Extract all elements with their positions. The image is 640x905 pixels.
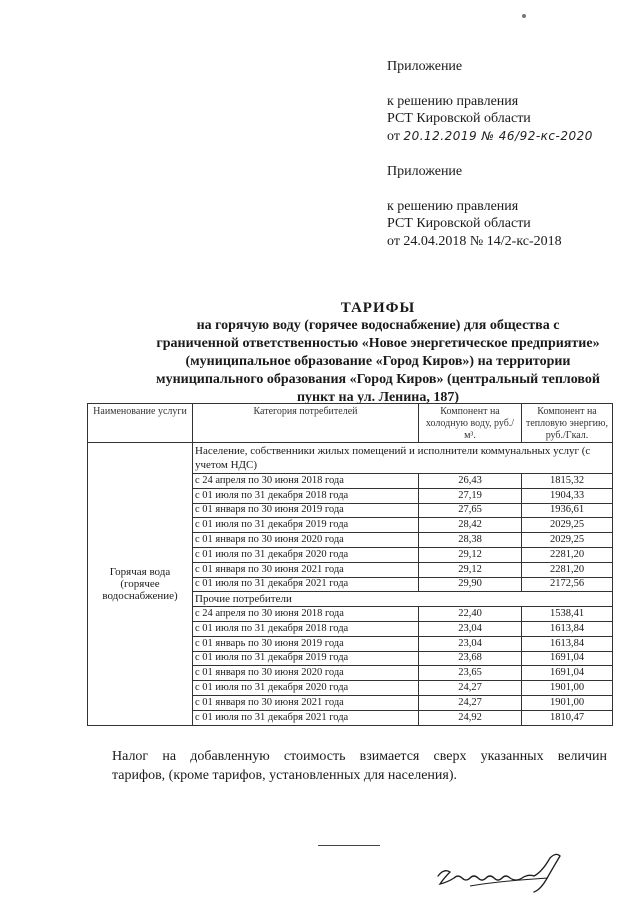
signature [430,848,580,898]
header-cold: Компонент на холодную воду, руб./м³. [419,404,522,443]
tax-note [112,747,607,785]
title-main: ТАРИФЫ [340,300,416,316]
approval-current-prefix: от [387,128,400,144]
period-cell: с 01 июля по 31 декабря 2021 года [193,577,419,592]
cold-cell: 24,27 [419,695,522,710]
cold-cell: 23,65 [419,666,522,681]
tariff-table [87,403,613,726]
heat-cell: 1538,41 [522,607,613,622]
cold-cell: 27,19 [419,488,522,503]
period-cell: с 01 июля по 31 декабря 2021 года [193,710,419,725]
approval-current-line4 [387,128,593,146]
period-cell: с 01 января по 30 июня 2020 года [193,666,419,681]
cold-cell: 23,04 [419,636,522,651]
cold-cell: 23,68 [419,651,522,666]
heat-cell: 2281,20 [522,547,613,562]
cold-cell: 26,43 [419,474,522,489]
document-title [118,299,638,407]
cold-cell: 24,27 [419,681,522,696]
cold-cell: 23,04 [419,621,522,636]
heat-cell: 1691,04 [522,666,613,681]
handwritten-decision-number: 20.12.2019 № 46/92-кс-2020 [403,128,593,143]
tax-note-line2: тарифов, (кроме тарифов, установленных для населения). [112,768,457,783]
separator-line [318,845,380,846]
cold-cell: 27,65 [419,503,522,518]
period-cell: с 01 января по 30 июня 2020 года [193,533,419,548]
approval-previous-line3: РСТ Кировской области [387,216,531,231]
period-cell: с 24 апреля по 30 июня 2018 года [193,607,419,622]
approval-current [387,58,593,145]
heat-cell: 1810,47 [522,710,613,725]
cold-cell: 22,40 [419,607,522,622]
approval-current-line2: к решению правления [387,93,519,109]
heat-cell: 1691,04 [522,651,613,666]
heat-cell: 1613,84 [522,636,613,651]
title-line4: муниципального образования «Город Киров» (центральный тепловой [156,372,600,387]
heat-cell: 2029,25 [522,518,613,533]
heat-cell: 2029,25 [522,533,613,548]
period-cell: с 01 января по 30 июня 2019 года [193,503,419,518]
cold-cell: 29,90 [419,577,522,592]
group-name: Население, собственники жилых помещений и исполнители коммунальных услуг (с учетом НДС) [193,443,613,474]
cold-cell: 28,38 [419,533,522,548]
period-cell: с 01 июля по 31 декабря 2019 года [193,518,419,533]
heat-cell: 1901,00 [522,681,613,696]
period-cell: с 01 января по 30 июня 2021 года [193,562,419,577]
heat-cell: 2172,56 [522,577,613,592]
cold-cell: 29,12 [419,562,522,577]
heat-cell: 1613,84 [522,621,613,636]
approval-previous-line1: Приложение [387,164,463,179]
approval-current-line3: РСТ Кировской области [387,111,531,126]
period-cell: с 01 января по 30 июня 2021 года [193,695,419,710]
period-cell: с 24 апреля по 30 июня 2018 года [193,474,419,489]
period-cell: с 01 июля по 31 декабря 2020 года [193,547,419,562]
heat-cell: 2281,20 [522,562,613,577]
scan-mark [522,14,526,18]
heat-cell: 1936,61 [522,503,613,518]
table-header-row [88,404,613,443]
period-cell: с 01 январь по 30 июня 2019 года [193,636,419,651]
group-name: Прочие потребители [193,592,613,607]
service-name: Горячая вода (горячее водоснабжение) [88,443,193,726]
approval-previous [387,163,562,250]
heat-cell: 1904,33 [522,488,613,503]
cold-cell: 24,92 [419,710,522,725]
title-line3: (муниципальное образование «Город Киров») на территории [185,354,571,369]
heat-cell: 1901,00 [522,695,613,710]
group-row [88,443,613,474]
header-heat: Компонент на тепловую энергию, руб./Гкал. [522,404,613,443]
header-category: Категория потребителей [193,404,419,443]
cold-cell: 28,42 [419,518,522,533]
approval-previous-line2: к решению правления [387,198,519,214]
approval-current-line1: Приложение [387,59,463,74]
heat-cell: 1815,32 [522,474,613,489]
title-line1: на горячую воду (горячее водоснабжение) для общества с [196,318,560,333]
cold-cell: 29,12 [419,547,522,562]
period-cell: с 01 июля по 31 декабря 2018 года [193,488,419,503]
period-cell: с 01 июля по 31 декабря 2020 года [193,681,419,696]
title-line2: граниченной ответственностью «Новое энергетическое предприятие» [156,336,600,351]
tax-note-line1: Налог на добавленную стоимость взимается сверх указанных величин [112,749,607,764]
approval-previous-line4: от 24.04.2018 № 14/2-кс-2018 [387,233,562,249]
title-line5: пункт на ул. Ленина, 187) [296,390,460,405]
period-cell: с 01 июля по 31 декабря 2019 года [193,651,419,666]
period-cell: с 01 июля по 31 декабря 2018 года [193,621,419,636]
header-service: Наименование услуги [88,404,193,443]
